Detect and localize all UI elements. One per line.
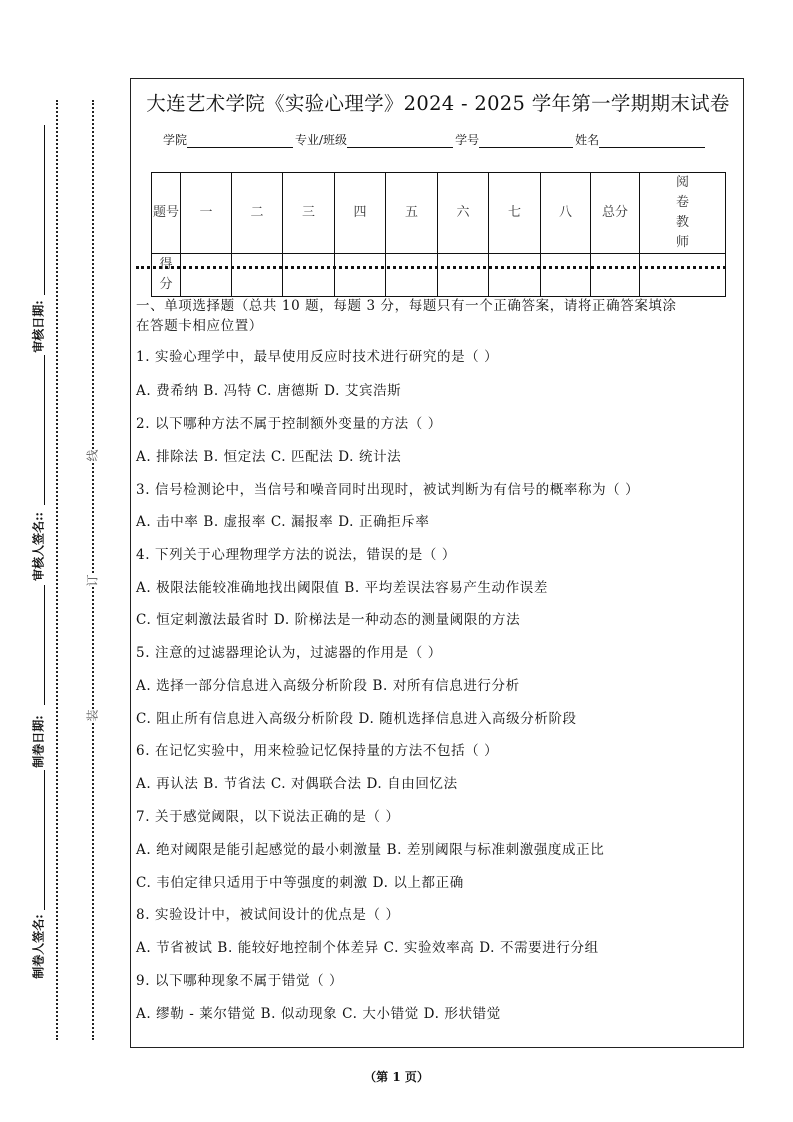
student-info-fields bbox=[163, 131, 707, 148]
preparation-date-label: 制卷日期: bbox=[31, 715, 46, 768]
score-cell[interactable] bbox=[283, 254, 335, 297]
score-cell[interactable] bbox=[232, 254, 283, 297]
section-heading-cont: 在答题卡相应位置） bbox=[136, 318, 263, 334]
reviewer-signature-label: 审核人签名:: bbox=[31, 512, 46, 581]
preparer-signature-label: 制卷人签名: bbox=[31, 914, 46, 979]
question-5: 5. 注意的过滤器理论认为，过滤器的作用是（ ） bbox=[136, 645, 442, 661]
question-6-options: A. 再认法 B. 节省法 C. 对偶联合法 D. 自由回忆法 bbox=[136, 776, 458, 792]
score-table-score-row bbox=[152, 254, 726, 297]
cell-part-6: 六 bbox=[438, 173, 489, 254]
question-4-options: A. 极限法能较准确地找出阈限值 B. 平均差误法容易产生动作误差 bbox=[136, 580, 548, 596]
question-8-options: A. 节省被试 B. 能较好地控制个体差异 C. 实验效率高 D. 不需要进行分组 bbox=[136, 940, 599, 956]
question-8: 8. 实验设计中，被试间设计的优点是（ ） bbox=[136, 907, 400, 923]
signature-line bbox=[44, 770, 45, 910]
question-1-options: A. 费希纳 B. 冯特 C. 唐德斯 D. 艾宾浩斯 bbox=[136, 383, 402, 399]
cell-total: 总分 bbox=[591, 173, 640, 254]
question-6: 6. 在记忆实验中，用来检验记忆保持量的方法不包括（ ） bbox=[136, 743, 499, 759]
section-divider bbox=[136, 266, 726, 269]
question-9-options: A. 缪勒 - 莱尔错觉 B. 似动现象 C. 大小错觉 D. 形状错觉 bbox=[136, 1006, 501, 1022]
name-label: 姓名 bbox=[575, 133, 600, 147]
question-5-options: C. 阻止所有信息进入高级分析阶段 D. 随机选择信息进入高级分析阶段 bbox=[136, 711, 577, 727]
college-field[interactable] bbox=[187, 133, 293, 148]
student-id-label: 学号 bbox=[455, 133, 480, 147]
cell-part-2: 二 bbox=[232, 173, 283, 254]
score-cell[interactable] bbox=[335, 254, 386, 297]
binding-mark-line: 线 bbox=[85, 449, 100, 462]
cell-part-8: 八 bbox=[541, 173, 591, 254]
cell-part-5: 五 bbox=[386, 173, 438, 254]
question-3-options: A. 击中率 B. 虚报率 C. 漏报率 D. 正确拒斥率 bbox=[136, 514, 430, 530]
question-7: 7. 关于感觉阈限，以下说法正确的是（ ） bbox=[136, 809, 400, 825]
cell-grader: 阅卷教师 bbox=[640, 173, 726, 254]
page-number: （第 1 页） bbox=[364, 1070, 429, 1084]
score-cell[interactable] bbox=[489, 254, 541, 297]
major-class-label: 专业/班级 bbox=[295, 133, 348, 147]
question-3: 3. 信号检测论中，当信号和噪音同时出现时，被试判断为有信号的概率称为（ ） bbox=[136, 482, 640, 498]
cell-score-label: 得分 bbox=[152, 254, 181, 297]
cell-part-1: 一 bbox=[181, 173, 232, 254]
cell-part-7: 七 bbox=[489, 173, 541, 254]
student-id-field[interactable] bbox=[479, 133, 573, 148]
cell-question-number: 题号 bbox=[152, 173, 181, 254]
signature-line bbox=[44, 585, 45, 705]
score-cell[interactable] bbox=[181, 254, 232, 297]
question-4: 4. 下列关于心理物理学方法的说法，错误的是（ ） bbox=[136, 547, 456, 563]
score-cell[interactable] bbox=[640, 254, 726, 297]
signature-line bbox=[44, 125, 45, 295]
major-class-field[interactable] bbox=[347, 133, 453, 148]
college-label: 学院 bbox=[163, 133, 188, 147]
section-heading: 一、单项选择题（总共 10 题，每题 3 分，每题只有一个正确答案，请将正确答案填涂 bbox=[136, 298, 677, 314]
score-cell[interactable] bbox=[591, 254, 640, 297]
binding-mark-bind: 装 bbox=[85, 709, 100, 722]
question-7-options: C. 韦伯定律只适用于中等强度的刺激 D. 以上都正确 bbox=[136, 875, 464, 891]
question-2: 2. 以下哪种方法不属于控制额外变量的方法（ ） bbox=[136, 416, 442, 432]
binding-dotted-line-inner bbox=[92, 100, 94, 1040]
question-5-options: A. 选择一部分信息进入高级分析阶段 B. 对所有信息进行分析 bbox=[136, 678, 520, 694]
cell-part-3: 三 bbox=[283, 173, 335, 254]
exam-title: 大连艺术学院《实验心理学》2024 - 2025 学年第一学期期末试卷 bbox=[146, 92, 730, 115]
score-cell[interactable] bbox=[541, 254, 591, 297]
question-2-options: A. 排除法 B. 恒定法 C. 匹配法 D. 统计法 bbox=[136, 449, 402, 465]
question-7-options: A. 绝对阈限是能引起感觉的最小刺激量 B. 差别阈限与标准刺激强度成正比 bbox=[136, 842, 605, 858]
question-1: 1. 实验心理学中，最早使用反应时技术进行研究的是（ ） bbox=[136, 349, 499, 365]
score-table-header-row bbox=[152, 173, 726, 254]
review-date-label: 审核日期: bbox=[31, 300, 46, 353]
binding-dotted-line-outer bbox=[56, 100, 58, 1040]
binding-mark-staple: 订 bbox=[85, 574, 100, 587]
score-cell[interactable] bbox=[438, 254, 489, 297]
question-4-options: C. 恒定刺激法最省时 D. 阶梯法是一种动态的测量阈限的方法 bbox=[136, 612, 521, 628]
name-field[interactable] bbox=[599, 133, 705, 148]
cell-part-4: 四 bbox=[335, 173, 386, 254]
question-9: 9. 以下哪种现象不属于错觉（ ） bbox=[136, 973, 344, 989]
score-cell[interactable] bbox=[386, 254, 438, 297]
score-table bbox=[151, 172, 726, 297]
signature-line bbox=[44, 355, 45, 505]
